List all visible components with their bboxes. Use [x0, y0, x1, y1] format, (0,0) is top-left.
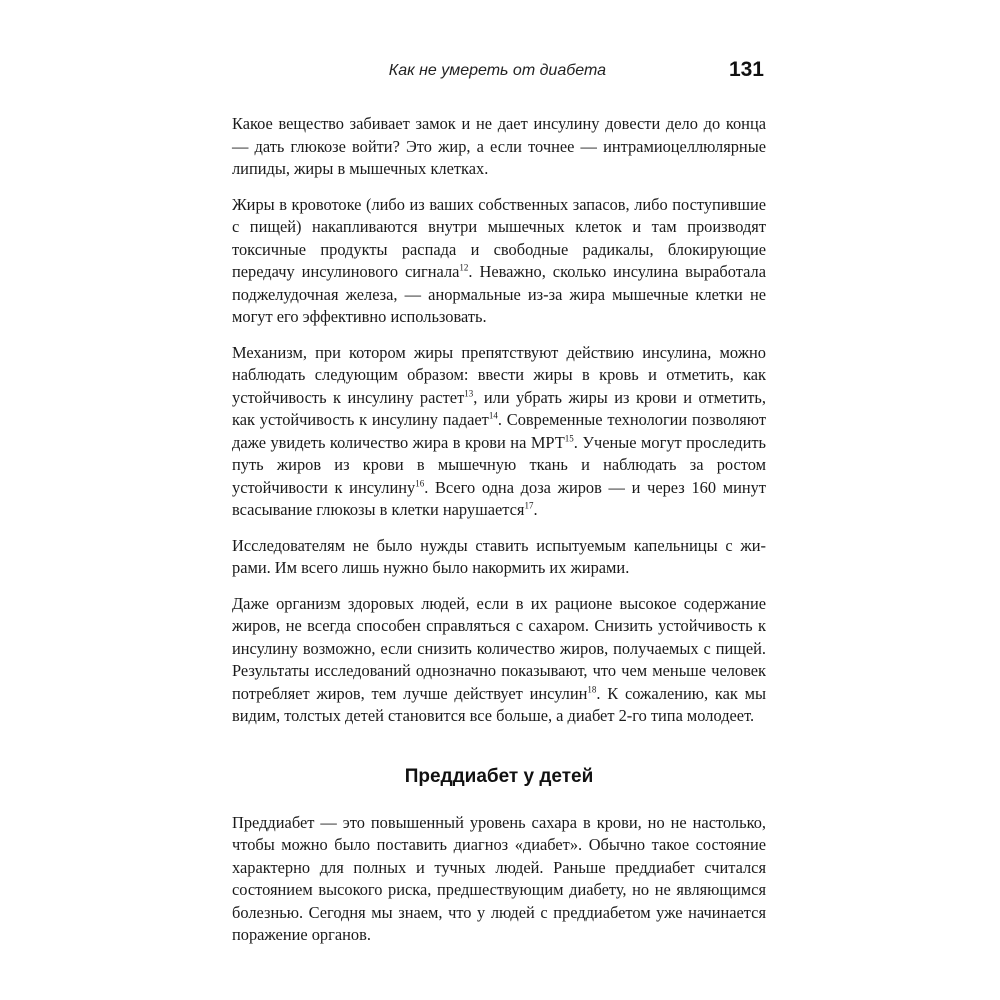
paragraph-text: Жиры в кровотоке (либо из ваших собственных запасов, либо поступившие с пищей) накапливаются внутри мышечных клеток и там производят токсичные продукты распада и свободные радикалы, блокирующие передачу инсулинового сигнала	[232, 194, 766, 281]
footnote-ref[interactable]: 16	[415, 478, 425, 489]
footnote-ref[interactable]: 12	[459, 262, 469, 273]
paragraph-2	[232, 194, 766, 329]
paragraph-text: . Современные технологии позволяют даже увидеть количество жира в крови на МРТ	[232, 410, 766, 452]
paragraph-text: Исследователям не было нужды ставить испытуемым капельницы с жирами. Им всего лишь нужно было накормить их жирами.	[232, 535, 766, 577]
running-title: Как не умереть от диабета	[388, 62, 606, 79]
paragraph-text: .	[533, 500, 538, 519]
page-number: 131	[728, 58, 764, 81]
running-header	[232, 58, 766, 88]
footnote-ref[interactable]: 13	[464, 388, 474, 399]
body-text	[232, 113, 766, 960]
footnote-ref[interactable]: 17	[524, 500, 534, 511]
paragraph-5	[232, 593, 766, 728]
paragraph-3	[232, 342, 766, 522]
paragraph-text: , или убрать жиры из крови и отметить, как устойчивость к инсулину падает	[232, 387, 766, 429]
paragraph-text: Какое вещество забивает замок и не дает инсулину довести дело до конца — дать глюкозе войти? Это жир, а если точнее — интрамиоцеллюлярные липиды, жиры в мышечных клетках.	[232, 114, 766, 178]
paragraph-4	[232, 535, 766, 580]
paragraph-text: Механизм, при котором жиры препятствуют действию инсулина, можно наблюдать следующим образом: ввести жиры в кровь и отметить, как устойчивость к инсулину растет	[232, 342, 766, 407]
paragraph-text: . К сожалению, как мы видим, толстых детей становится все больше, а диабет 2-го типа молодеет.	[232, 683, 767, 725]
paragraph-text: . Ученые могут проследить путь жиров из крови в мышечную ткань и наблюдать за ростом устойчивости к инсулину	[232, 432, 766, 497]
paragraph-1	[232, 113, 766, 181]
paragraph-text: . Неважно, сколько инсулина выработала поджелудочная железа, — анормальные из-за жира мышечные клетки не могут его эффективно использовать.	[232, 262, 766, 326]
section-heading: Преддиабет у детей	[404, 765, 594, 787]
footnote-ref[interactable]: 14	[488, 410, 498, 421]
paragraph-text: Даже организм здоровых людей, если в их рационе высокое содержание жиров, не всегда способен справляться с сахаром. Снизить устойчивость к инсулину возможно, если снизить количество жиров, получаемых с пищей. Результаты исследований однозначно показывают, что чем меньше человек потребляет жиров, тем лучше действует инсулин	[232, 593, 766, 703]
footnote-ref[interactable]: 15	[564, 433, 574, 444]
paragraph-text: . Всего одна доза жиров — и через 160 минут всасывание глюкозы в клетки нарушается	[232, 477, 766, 519]
footnote-ref[interactable]: 18	[587, 684, 597, 695]
section-paragraph: Преддиабет — это повышенный уровень сахара в крови, но не настолько, чтобы можно было поставить диагноз «диабет». Обычно такое состояние характерно для полных и тучных людей. Раньше преддиабет считался состоянием высокого риска, предшествующим диабету, но не являющимся болезнью. Сегодня мы знаем, что у людей с преддиабетом уже начинается поражение органов.	[232, 812, 766, 944]
